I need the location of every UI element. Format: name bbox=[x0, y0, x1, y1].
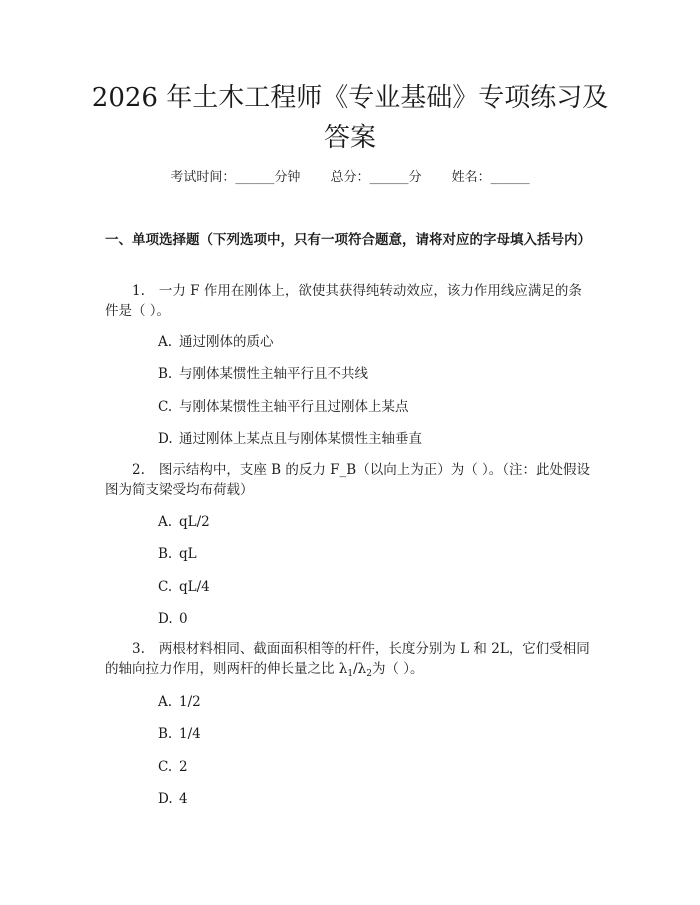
option-letter: A. bbox=[158, 514, 173, 530]
option-letter: D. bbox=[158, 611, 173, 627]
option-text: 4 bbox=[179, 791, 188, 807]
option-letter: A. bbox=[158, 334, 173, 350]
question-text-end: 为（ ）。 bbox=[371, 661, 424, 677]
option-text: 通过刚体上某点且与刚体某惯性主轴垂直 bbox=[179, 431, 422, 447]
question-text: 图示结构中，支座 B 的反力 F_B（以向上为正）为（ ）。（注：此处假设图为简支梁受均布荷载） bbox=[105, 462, 591, 498]
option-letter: C. bbox=[158, 399, 173, 415]
subscript: 2 bbox=[366, 669, 372, 679]
question-1-option-b bbox=[158, 364, 368, 384]
question-1 bbox=[105, 281, 595, 321]
option-text: qL/2 bbox=[179, 514, 210, 530]
score-field: 总分：______分 bbox=[330, 170, 422, 185]
question-text: 一力 F 作用在刚体上，欲使其获得纯转动效应，该力作用线应满足的条件是（ ）。 bbox=[105, 283, 582, 319]
question-2-option-b bbox=[158, 544, 197, 564]
option-letter: B. bbox=[158, 546, 173, 562]
question-2-option-d bbox=[158, 609, 188, 629]
question-2 bbox=[105, 460, 595, 500]
question-1-option-a bbox=[158, 332, 274, 352]
option-letter: C. bbox=[158, 759, 173, 775]
option-text: 2 bbox=[179, 759, 188, 775]
question-1-option-c bbox=[158, 397, 409, 417]
question-number: 1. bbox=[132, 283, 145, 299]
question-number: 3. bbox=[132, 641, 145, 657]
question-3-option-b bbox=[158, 724, 201, 744]
section-heading: 一、单项选择题（下列选项中，只有一项符合题意，请将对应的字母填入括号内） bbox=[105, 232, 591, 248]
option-text: qL bbox=[179, 546, 197, 562]
option-text: 与刚体某惯性主轴平行且不共线 bbox=[179, 366, 368, 382]
exam-meta-line bbox=[0, 168, 700, 188]
question-text: 两根材料相同、截面面积相等的杆件，长度分别为 L 和 2L，它们受相同的轴向拉力作用，则两杆的伸长量之比 λ bbox=[105, 641, 590, 677]
question-3-option-d bbox=[158, 789, 188, 809]
option-text: 通过刚体的质心 bbox=[179, 334, 274, 350]
subscript: 1 bbox=[347, 669, 354, 679]
name-field: 姓名：______ bbox=[451, 170, 530, 185]
option-text: 与刚体某惯性主轴平行且过刚体上某点 bbox=[179, 399, 409, 415]
question-2-option-a bbox=[158, 512, 210, 532]
question-3 bbox=[105, 639, 595, 684]
question-1-option-d bbox=[158, 429, 422, 449]
option-letter: D. bbox=[158, 431, 173, 447]
option-letter: B. bbox=[158, 726, 173, 742]
option-text: 1/2 bbox=[179, 694, 201, 710]
page-title: 2026 年土木工程师《专业基础》专项练习及答案 bbox=[91, 83, 609, 153]
question-2-option-c bbox=[158, 577, 210, 597]
question-3-option-a bbox=[158, 692, 201, 712]
question-number: 2. bbox=[132, 462, 145, 478]
option-text: qL/4 bbox=[179, 579, 210, 595]
option-letter: B. bbox=[158, 366, 173, 382]
option-text: 1/4 bbox=[179, 726, 201, 742]
option-letter: D. bbox=[158, 791, 173, 807]
question-3-option-c bbox=[158, 757, 188, 777]
exam-time-field: 考试时间：______分钟 bbox=[170, 170, 301, 185]
question-text-mid: /λ bbox=[353, 661, 367, 677]
option-text: 0 bbox=[179, 611, 188, 627]
option-letter: C. bbox=[158, 579, 173, 595]
option-letter: A. bbox=[158, 694, 173, 710]
